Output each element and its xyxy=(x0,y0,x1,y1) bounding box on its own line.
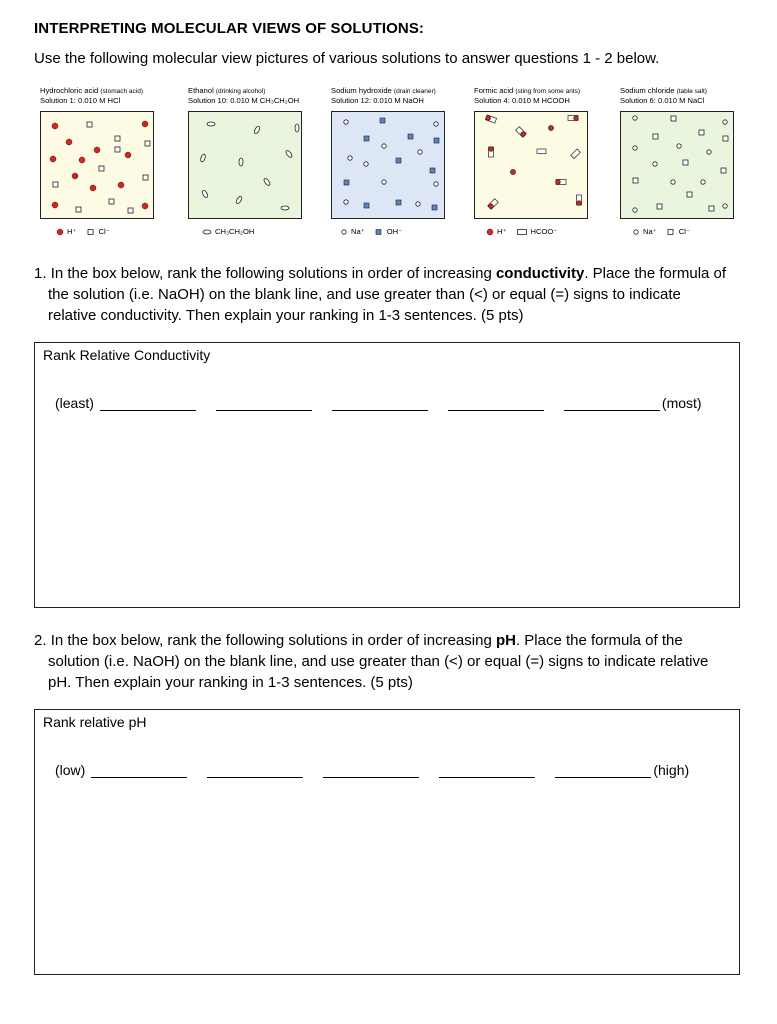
molecular-view-nacl xyxy=(620,111,734,219)
panel-use: (drain cleaner) xyxy=(393,88,436,95)
panel-name: Hydrochloric acid xyxy=(40,86,99,95)
question-text-line1: In the box below, rank the following solutions in order of increasing conductivity. Place the formula of xyxy=(50,265,727,282)
rank-blank-1[interactable] xyxy=(91,763,187,778)
answer-box-conductivity[interactable] xyxy=(34,342,740,608)
legend-hcl xyxy=(56,227,110,236)
panel-use: (stomach acid) xyxy=(100,88,143,95)
rank-line-conductivity xyxy=(55,395,702,411)
question-2 xyxy=(34,630,744,693)
panel-use: (sting from some ants) xyxy=(515,88,581,95)
legend-label: H⁺ xyxy=(67,227,77,236)
panel-caption xyxy=(331,86,471,110)
rank-low-label: (least) xyxy=(55,395,94,411)
panel-name: Sodium hydroxide xyxy=(331,86,392,95)
panel-name: Ethanol xyxy=(188,86,214,95)
answer-box-heading: Rank Relative Conductivity xyxy=(43,347,211,363)
legend-ethanol xyxy=(202,227,254,236)
rank-low-label: (low) xyxy=(55,762,86,778)
intro-text: Use the following molecular view pictures of various solutions to answer questions 1 - 2 below. xyxy=(34,50,660,67)
legend-label: HCOO⁻ xyxy=(530,227,558,236)
legend-label: H⁺ xyxy=(497,227,507,236)
rank-high-label: (high) xyxy=(653,762,690,778)
legend-label: Na⁺ xyxy=(643,227,657,236)
molecular-view-hcooh xyxy=(474,111,588,219)
rank-blank-5[interactable] xyxy=(555,763,651,778)
rank-blank-1[interactable] xyxy=(100,396,196,411)
rank-blank-5[interactable] xyxy=(564,396,660,411)
rank-blank-2[interactable] xyxy=(216,396,312,411)
legend-label: OH⁻ xyxy=(386,227,403,236)
legend-hcooh xyxy=(486,227,557,236)
panel-solution: Solution 1: 0.010 M HCl xyxy=(40,96,121,105)
legend-label: CH₃CH₂OH xyxy=(215,227,255,236)
legend-label: Na⁺ xyxy=(351,227,365,236)
molecular-view-ethanol xyxy=(188,111,302,219)
answer-box-ph[interactable] xyxy=(34,709,740,975)
panel-hcl xyxy=(40,86,180,110)
panel-hcooh xyxy=(474,86,614,110)
question-text-line3: relative conductivity. Then explain your ranking in 1-3 sentences. (5 pts) xyxy=(48,307,524,324)
panel-solution: Solution 12: 0.010 M NaOH xyxy=(331,96,424,105)
panel-caption xyxy=(40,86,180,110)
legend-nacl xyxy=(632,227,690,236)
panel-solution: Solution 4: 0.010 M HCOOH xyxy=(474,96,570,105)
panel-naoh xyxy=(331,86,471,110)
question-1 xyxy=(34,263,744,326)
question-number: 1. xyxy=(34,265,47,282)
panel-solution: Solution 10: 0.010 M CH₃CH₂OH xyxy=(188,96,300,105)
question-text-line1: In the box below, rank the following solutions in order of increasing pH. Place the formula of the xyxy=(50,632,683,649)
legend-label: Cl⁻ xyxy=(678,227,690,236)
panel-caption xyxy=(188,86,328,110)
panel-name: Sodium chloride xyxy=(620,86,675,95)
rank-blank-3[interactable] xyxy=(332,396,428,411)
molecular-view-hcl xyxy=(40,111,154,219)
panel-nacl xyxy=(620,86,760,110)
rank-blank-4[interactable] xyxy=(448,396,544,411)
rank-high-label: (most) xyxy=(661,395,702,411)
panel-solution: Solution 6: 0.010 M NaCl xyxy=(620,96,705,105)
panel-ethanol xyxy=(188,86,328,110)
legend-naoh xyxy=(340,227,402,236)
question-text-line2: the solution (i.e. NaOH) on the blank line, and use greater than (<) or equal (=) signs to indicate xyxy=(48,286,681,303)
rank-line-ph xyxy=(55,762,689,778)
panel-caption xyxy=(474,86,614,110)
answer-box-heading: Rank relative pH xyxy=(43,714,147,730)
question-text-line3: pH. Then explain your ranking in 1-3 sentences. (5 pts) xyxy=(48,674,413,691)
rank-blank-2[interactable] xyxy=(207,763,303,778)
panel-use: (drinking alcohol) xyxy=(215,88,266,95)
panel-use: (table salt) xyxy=(676,88,707,95)
rank-blank-3[interactable] xyxy=(323,763,419,778)
question-text-line2: solution (i.e. NaOH) on the blank line, and use greater than (<) or equal (=) signs to indicate relative xyxy=(48,653,709,670)
panel-name: Formic acid xyxy=(474,86,514,95)
legend-label: Cl⁻ xyxy=(98,227,110,236)
rank-blank-4[interactable] xyxy=(439,763,535,778)
molecular-view-naoh xyxy=(331,111,445,219)
question-number: 2. xyxy=(34,632,47,649)
page-title: INTERPRETING MOLECULAR VIEWS OF SOLUTIONS: xyxy=(34,20,425,37)
panel-caption xyxy=(620,86,760,110)
